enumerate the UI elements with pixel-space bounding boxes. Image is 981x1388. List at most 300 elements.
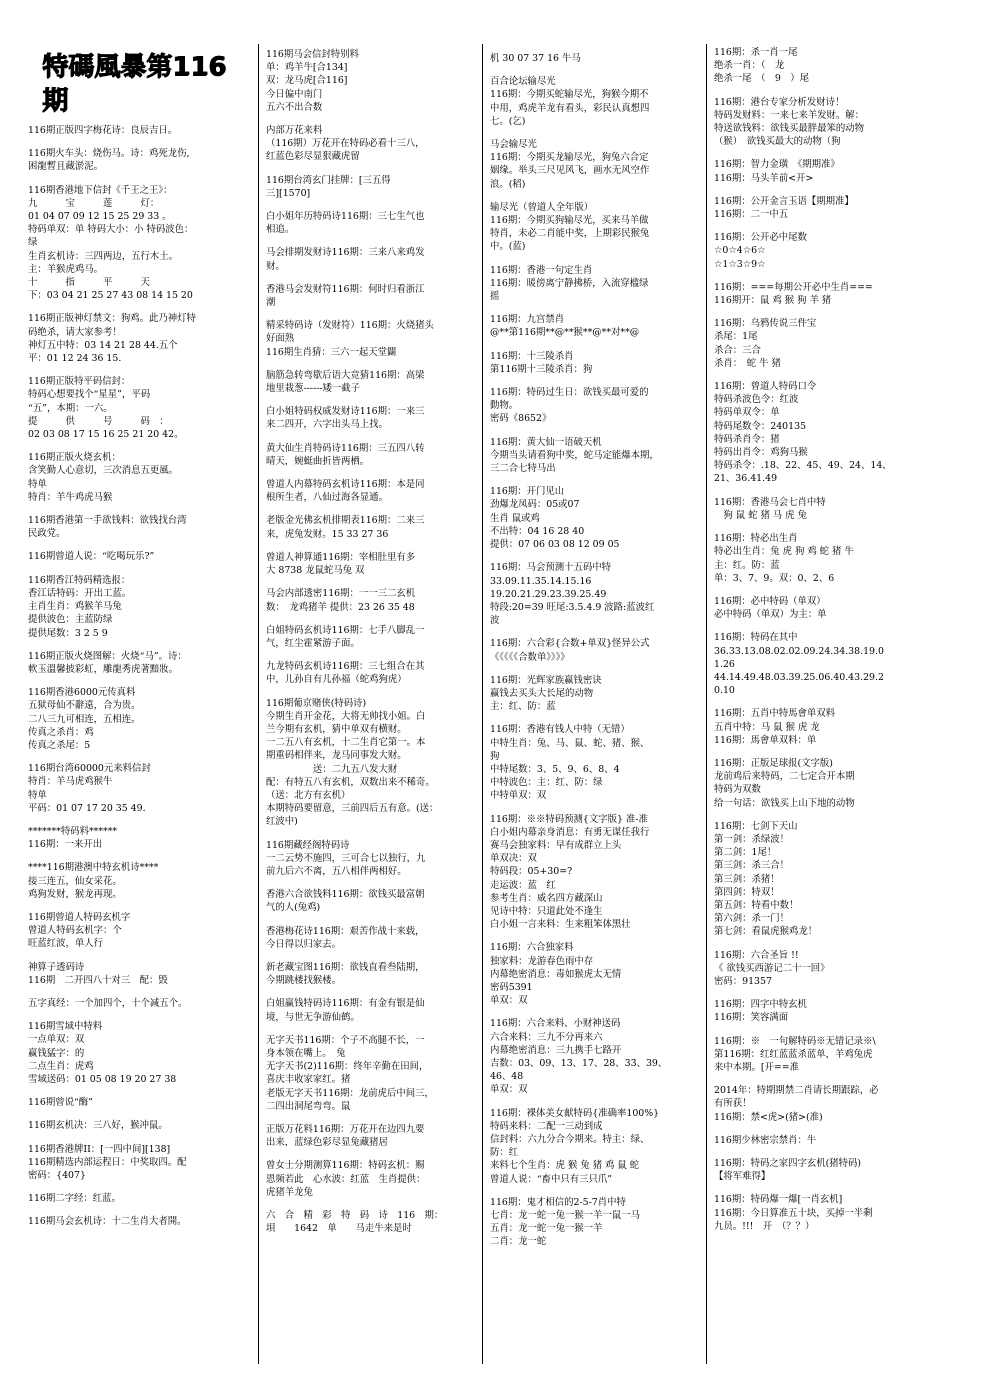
- text-line: 摇: [490, 291, 500, 303]
- text-line: 中。(蓝): [490, 241, 526, 253]
- text-block: [490, 485, 702, 551]
- text-line: 曾道人神算通116期：宰相肚里有多: [266, 551, 416, 563]
- text-line: 116期：乌鸦传说三件宝: [714, 318, 817, 330]
- text-line: 参考生肖：威名四方藏深山: [490, 892, 603, 904]
- text-line: 神灯五中特：03 14 21 28 44.五个: [28, 339, 178, 351]
- text-line: 特肖，未必二肖能中奖，上期彩民猴兔: [490, 228, 650, 240]
- text-line: 今日得以归家去。: [266, 938, 342, 950]
- text-block: [266, 246, 474, 272]
- text-line: 垻 1642 单 马走牛来是时: [266, 1223, 412, 1235]
- text-block: [266, 925, 474, 951]
- text-line: 出来，蓝绿色彩尽显兔藏猪居: [266, 1137, 388, 1149]
- text-line: 单双：双: [490, 1084, 528, 1096]
- text-line: 二肖：龙一蛇: [490, 1236, 547, 1248]
- text-block: [28, 1020, 250, 1086]
- text-line: 特肖：羊马虎鸡猴牛: [28, 776, 113, 788]
- text-line: 116期曾说“酶”: [28, 1097, 93, 1109]
- text-line: 虎猪羊龙兔: [266, 1186, 313, 1198]
- text-line: 六 合 精 彩 特 码 诗 116 期：: [266, 1210, 444, 1222]
- text-line: 第二剑：1尾！: [714, 847, 777, 859]
- text-line: 单双：双: [490, 995, 528, 1007]
- text-line: 116期开：鼠 鸡 猴 狗 羊 猪: [714, 295, 832, 307]
- text-line: 今期跳楼找猴楼。: [266, 975, 342, 987]
- text-block: [266, 888, 474, 914]
- text-line: 中特单双：双: [490, 790, 547, 802]
- text-line: 一二云势不施四，三可合七以独行，九: [266, 852, 426, 864]
- text-line: 七。(乞): [490, 115, 526, 127]
- text-line: 116期：马会预测十五码中特: [490, 562, 612, 574]
- text-line: 116期：七剑下天山: [714, 820, 798, 832]
- text-line: 116期曾道人说：“吃喝玩乐?”: [28, 551, 155, 563]
- text-block: [28, 184, 250, 303]
- text-line: 116期：特码爆一爆[一肖玄机]: [714, 1194, 843, 1206]
- text-block: [266, 514, 474, 540]
- text-line: 财。: [266, 260, 285, 272]
- text-block: [28, 514, 250, 540]
- text-line: 九龙特码玄机诗116期：三七组合在其: [266, 661, 425, 673]
- text-line: 116期：十三陵杀肖: [490, 350, 574, 362]
- text-line: 1.26: [714, 658, 735, 670]
- text-line: 116期少林密宗禁肖：牛: [714, 1134, 817, 1146]
- text-block: [266, 174, 474, 200]
- text-block: [714, 46, 946, 86]
- text-line: 恩频若此 心水波：红蓝 生肖提供：: [266, 1173, 426, 1185]
- text-line: 绝杀一尾 （ 9 ）尾: [714, 73, 810, 85]
- text-line: 七肖：龙一蛇一兔一猴一羊一鼠一马: [490, 1210, 641, 1222]
- column-4: [714, 46, 946, 1243]
- text-line: 九员。!!! 开 （？？）: [714, 1220, 815, 1232]
- text-line: 白小姐年历特码诗116期：三七生气也: [266, 211, 425, 223]
- text-block: [714, 1035, 946, 1075]
- text-line: 116期香港6000元传真料: [28, 687, 136, 699]
- text-block: [490, 1107, 702, 1186]
- text-line: 来二四开，六字出头马上找。: [266, 419, 388, 431]
- text-block: [714, 998, 946, 1024]
- text-line: 19.20.21.29.23.39.25.49: [490, 588, 607, 600]
- text-line: 特码来料：二配一三动到成: [490, 1120, 603, 1132]
- text-line: 特送欲钱料：欲钱买最胖最笨的动物: [714, 123, 865, 135]
- text-line: 含笑勤人心意切，三次消息五更風。: [28, 465, 179, 477]
- text-line: 马会内部透密116期：一一三二玄机: [266, 588, 416, 600]
- text-line: 116期：一来开出: [28, 839, 103, 851]
- text-block: [490, 75, 702, 128]
- text-block: [490, 674, 702, 714]
- text-line: 无字天书116期：个子不高腿不长，一: [266, 1034, 425, 1046]
- text-line: 0.10: [714, 685, 735, 697]
- text-line: 2014年：特期期禁二肖请长期跟踪，必: [714, 1085, 879, 1097]
- text-line: “五”，本期：一六。: [28, 402, 113, 414]
- text-line: 密码：91357: [714, 975, 772, 987]
- text-line: 赢钱去买头大长尾的动物: [490, 687, 594, 699]
- text-block: [490, 350, 702, 376]
- text-line: 特码杀波色令：红波: [714, 394, 799, 406]
- text-line: 特必出生肖：兔 虎 狗 鸡 蛇 猪 牛: [714, 546, 854, 558]
- text-line: 根所生者，八仙过海各显通。: [266, 492, 388, 504]
- text-line: 《 欲钱买西游记二十一回》: [714, 962, 830, 974]
- text-line: 五肖：龙一蛇一兔一猴一羊: [490, 1223, 603, 1235]
- text-line: 116期精选内部运程日：中奖取四。配: [28, 1156, 187, 1168]
- text-line: 白小姐内幕亲身消息：有勇无谋任我行: [490, 826, 650, 838]
- text-line: 密码5391: [490, 981, 533, 993]
- text-line: 116期：香港一句定生肖: [490, 264, 593, 276]
- text-line: （猴） 欲钱买最大的动物（狗: [714, 136, 841, 148]
- text-block: [266, 697, 474, 829]
- text-block: [490, 138, 702, 191]
- text-line: 116期台湾60000元来料信封: [28, 763, 151, 775]
- text-block: [266, 1123, 474, 1149]
- text-line: 内部万花来料: [266, 125, 323, 137]
- text-line: 33.09.11.35.14.15.16: [490, 575, 592, 587]
- text-line: 第六剑：杀一门！: [714, 913, 790, 925]
- text-block: [266, 624, 474, 650]
- text-line: 兰今期有玄机，猜中单双有横财。: [266, 723, 407, 735]
- text-line: 下：03 04 21 25 27 43 08 14 15 20: [28, 290, 193, 302]
- text-line: 116期马会玄机诗：十二生肖大者開。: [28, 1216, 187, 1228]
- text-line: 曾道人特码玄机字：个: [28, 925, 122, 937]
- text-line: 单双决：双: [490, 853, 537, 865]
- text-line: 116期正版火烧玄机：: [28, 452, 121, 464]
- text-line: 動物。: [490, 400, 519, 412]
- text-line: 21、36.41.49: [714, 473, 778, 485]
- text-line: 传真之杀尾：5: [28, 739, 91, 751]
- text-line: 特码单双：单 特码大小：小 特码波色：: [28, 224, 194, 236]
- text-line: 《《《《《合数单》》》》: [490, 651, 570, 663]
- text-line: 双：龙马虎[合116]: [266, 75, 348, 87]
- text-line: 大 8738 龙鼠蛇马兔 双: [266, 565, 365, 577]
- text-block: [714, 380, 946, 486]
- text-line: （送：北方有玄机）: [266, 789, 351, 801]
- text-block: [490, 313, 702, 339]
- text-block: [28, 1096, 250, 1109]
- text-block: [490, 561, 702, 627]
- text-line: 116期台湾玄门挂牌：[三五得: [266, 174, 391, 186]
- text-line: 116期：六合独家料: [490, 942, 574, 954]
- text-block: [490, 1196, 702, 1249]
- column-divider: [706, 44, 707, 1364]
- text-block: [714, 631, 946, 697]
- text-block: [266, 124, 474, 164]
- text-line: 提供波色：主蓝防绿: [28, 614, 113, 626]
- text-line: 提 供 号 码 ：: [28, 415, 169, 427]
- text-line: 116期：港台专家分析发财诗！: [714, 96, 845, 108]
- text-line: 中特生肖：兔、马、鼠、蛇、猪、猴、: [490, 737, 650, 749]
- text-line: 神算子透码诗: [28, 961, 85, 973]
- text-line: 五狱母仙不辭遠，合为贵。: [28, 700, 141, 712]
- text-line: 境，与世无争游仙鹤。: [266, 1011, 360, 1023]
- text-block: [28, 825, 250, 851]
- text-line: 本期特码要留意，三前四后五有意。(送：: [266, 803, 439, 815]
- text-block: [490, 813, 702, 932]
- text-line: 第一剑：杀绿波！: [714, 833, 790, 845]
- text-line: 六合来料：三九不分再来六: [490, 1031, 603, 1043]
- text-line: 116期香港牌II：[一四中间][138]: [28, 1143, 171, 1155]
- text-line: 116期雪域中特料: [28, 1021, 103, 1033]
- text-block: [266, 442, 474, 468]
- text-line: 白小姐一言来料：生来粗笨体黑壮: [490, 919, 631, 931]
- text-line: ☆0☆4☆6☆: [714, 245, 766, 257]
- text-line: 曾女士分期测算116期：特码玄机：赐: [266, 1160, 425, 1172]
- text-line: 曾道人说：“畜中只有三只爪”: [490, 1173, 613, 1185]
- text-line: 给一句话：欲钱买上山下地的动物: [714, 797, 855, 809]
- text-line: 主：红。防：蓝: [714, 559, 780, 571]
- text-block: [714, 317, 946, 370]
- text-line: 116期：正版足球报(文字版): [714, 757, 833, 769]
- text-block: [28, 574, 250, 640]
- text-line: 新老藏宝图116期：欲钱直看叁陆期，: [266, 961, 425, 973]
- text-block: [714, 158, 946, 184]
- text-line: 五肖中特：马 鼠 猴 虎 龙: [714, 721, 820, 733]
- text-line: 鸡狗发财，猴龙再现。: [28, 888, 122, 900]
- text-line: 生肖 鼠或鸡: [490, 512, 540, 524]
- text-line: 116期：香港有钱人中特（无错）: [490, 724, 630, 736]
- text-line: 民政党。: [28, 528, 66, 540]
- text-line: 116期：※ 一句解特码※无错记录※\: [714, 1035, 876, 1047]
- text-line: 内幕绝密消息：三九携手七路开: [490, 1044, 622, 1056]
- text-line: 116期马会信封特别料: [266, 49, 359, 60]
- text-line: 116期：===每期公开必中生肖===: [714, 281, 873, 293]
- text-line: 见诗中特：只道此处不逢生: [490, 905, 603, 917]
- text-block: [714, 532, 946, 585]
- text-line: 脑筋急转弯歇后语大竞猜116期：高梁: [266, 369, 425, 381]
- text-block: [266, 405, 474, 431]
- text-line: 狗: [490, 750, 500, 762]
- text-line: ☆1☆3☆9☆: [714, 258, 766, 270]
- text-line: 第四剑：特双！: [714, 886, 780, 898]
- text-line: 主：羊猴虎鸡马。: [28, 263, 104, 275]
- text-line: 红蓝色彩尽显狠藏虎留: [266, 151, 360, 163]
- text-line: 主肖生肖：鸡猴羊马兔: [28, 601, 122, 613]
- text-line: 密码《8652》: [490, 413, 552, 425]
- text-line: 三二合七特马出: [490, 463, 556, 475]
- text-line: 116期：曾道人特码口令: [714, 381, 817, 393]
- text-block: [28, 147, 250, 173]
- text-line: 送：二九五八发大财: [266, 763, 398, 775]
- text-line: 116期：特必出生肖: [714, 533, 798, 545]
- text-line: 116期：五肖中特馬會单双料: [714, 708, 836, 720]
- text-block: [28, 997, 250, 1010]
- text-line: 防：红: [490, 1147, 519, 1159]
- text-line: 五字真经：一个加四个，十个减五个。: [28, 997, 188, 1009]
- text-block: [714, 949, 946, 989]
- text-block: [266, 1034, 474, 1113]
- text-block: [266, 1159, 474, 1199]
- text-line: 单：3、7、9。双：0、2、6: [714, 572, 835, 584]
- text-line: 特码单双令：单: [714, 407, 780, 419]
- text-block: [714, 757, 946, 810]
- text-block: [266, 1209, 474, 1235]
- text-line: 来中本期。[开==准: [714, 1062, 799, 1073]
- text-line: 116期：四字中特玄机: [714, 999, 807, 1011]
- text-line: 雪域送码：01 05 08 19 20 27 38: [28, 1073, 177, 1085]
- text-line: 116期正版火烧图解：火烧“马”。诗：: [28, 650, 187, 662]
- text-line: 116期生肖猜：三六一起天堂闢: [266, 346, 397, 358]
- text-line: 码绝杀，请大家参考！: [28, 326, 122, 338]
- text-line: 龙前鸡后来特码，二七定合开本期: [714, 771, 855, 783]
- text-line: 香港梅花诗116期：艰苦作战十来载，: [266, 925, 425, 937]
- text-block: [714, 1157, 946, 1183]
- text-line: 期重码相伴来，龙马同事发大财。: [266, 750, 407, 762]
- text-line: 116期香港地下信封《千王之王》：: [28, 184, 173, 196]
- text-block: [266, 283, 474, 309]
- text-line: 困龍暫且藏淤泥。: [28, 161, 104, 173]
- text-line: 地里栽葱------矮一截子: [266, 383, 361, 395]
- text-line: 特码段：05+30=?: [490, 866, 573, 878]
- text-block: [266, 478, 474, 504]
- text-line: 中特波色：主：红、防：绿: [490, 777, 603, 789]
- text-line: 第116期十三陵杀肖：狗: [490, 363, 593, 375]
- text-line: 【将军难得】: [714, 1171, 771, 1183]
- column-3: [490, 52, 702, 1259]
- text-line: 特肖：羊牛鸡虎马猴: [28, 491, 113, 503]
- text-line: 正版万花料116期：万花开在边四九要: [266, 1124, 425, 1135]
- text-line: 有所获！: [714, 1098, 752, 1110]
- text-line: 平码：01 07 17 20 35 49.: [28, 802, 146, 814]
- text-line: 特码发财料：一来七来羊发财。解：: [714, 109, 865, 121]
- text-line: 密码：{407}: [28, 1170, 86, 1181]
- text-line: 116期：笑容满面: [714, 1012, 789, 1024]
- text-line: 中特尾数：3、5、9、6、8、4: [490, 763, 620, 775]
- text-line: 马会排期发财诗116期：三来八来鸡发: [266, 247, 425, 259]
- text-block: [490, 941, 702, 1007]
- text-block: [28, 1192, 250, 1205]
- text-line: *******特码料******: [28, 825, 118, 837]
- text-line: 第116期：红红蓝蓝杀蓝单，羊鸡兔虎: [714, 1048, 873, 1060]
- text-line: 老版金光佛玄机排期表116期：二来三: [266, 515, 425, 527]
- text-line: 116期：马头羊前<开>: [714, 172, 814, 184]
- text-line: 二四出洞尾弯弯。鼠: [266, 1100, 351, 1112]
- text-line: 116期：今期买狗输尽光，买来马羊做: [490, 215, 649, 227]
- text-block: [266, 997, 474, 1023]
- text-line: 无字天书(2)116期：终年辛勤在田间，: [266, 1061, 429, 1073]
- text-line: 116期正版神灯禁文：狗鸡。此乃神灯特: [28, 313, 196, 325]
- text-line: 马会输尽光: [490, 139, 537, 151]
- text-line: 香江话特码：开出工蓝。: [28, 587, 132, 599]
- text-block: [28, 1119, 250, 1132]
- text-block: [490, 723, 702, 802]
- text-line: 116期：※※特码预测{文字版} 准-准: [490, 813, 648, 825]
- text-line: 走运波：蓝 红: [490, 879, 556, 891]
- text-block: [266, 210, 474, 236]
- text-line: 特码为双数: [714, 784, 761, 796]
- text-line: 白小姐特码权威发财诗116期：一来三: [266, 406, 425, 418]
- text-line: 116期：今期买龙输尽光，狗兔六合定: [490, 152, 649, 164]
- text-line: 116期：光辉家族赢钱密诀: [490, 674, 602, 686]
- text-block: [28, 861, 250, 901]
- text-line: 白姐特码玄机诗116期：七手八脚乱一: [266, 624, 425, 636]
- text-line: 身本领在嘴上。 兔: [266, 1047, 346, 1059]
- text-line: 精采特码诗（发财符）116期：火烧猪头: [266, 320, 434, 332]
- text-line: 信封料：六九分合今期来。特主：绿、: [490, 1134, 650, 1146]
- text-line: 116期：二一中五: [714, 209, 789, 221]
- text-line: 波: [490, 615, 500, 627]
- text-line: 气，红尘霍紧游子面。: [266, 637, 360, 649]
- text-line: 116期：特码在其中: [714, 632, 798, 644]
- text-line: 杀肖： 蛇 牛 猪: [714, 357, 781, 369]
- text-line: 116期：今期买蛇输尽光，狗猴今期不: [490, 89, 649, 101]
- text-line: 劲爆龙凤码：05或07: [490, 499, 580, 511]
- text-line: 116期：六合彩{合数+单双}怪异公式: [490, 638, 650, 650]
- text-line: 赛马会独家料：早有成群立上头: [490, 839, 622, 851]
- text-line: 一点单双：双: [28, 1034, 85, 1046]
- text-block: [490, 1017, 702, 1096]
- text-line: 116期：暖傍离宁静拂桥，入流穿槛绿: [490, 277, 649, 289]
- text-line: 02 03 08 17 15 16 25 21 20 42。: [28, 429, 184, 441]
- text-line: 香港马会发财符116期：何时归看浙江: [266, 283, 425, 295]
- text-line: 接三连五，仙女采花。: [28, 875, 122, 887]
- text-line: 116期藏经阁特码诗: [266, 839, 350, 851]
- text-line: 116期：公开金言玉语【期期准】: [714, 195, 854, 207]
- text-block: [490, 386, 702, 426]
- text-line: 116期香港第一手欲钱料：欲钱找台湾: [28, 515, 187, 527]
- text-line: 特段:20=39 旺尾:3.5.4.9 波路:蓝波红: [490, 601, 655, 613]
- text-line: 36.33.13.08.02.02.09.24.34.38.19.0: [714, 645, 884, 657]
- text-line: 姻缘。举头三尺见风飞，画水无风空作: [490, 165, 650, 177]
- text-line: 红波中): [266, 816, 298, 828]
- text-block: [714, 496, 946, 522]
- text-line: 配：有特五八有玄机，双数出来不稀奇。: [266, 776, 435, 788]
- text-block: [490, 637, 702, 663]
- text-line: 数： 龙鸡猪羊 提供：23 26 35 48: [266, 601, 415, 613]
- text-line: 116期：今日算准五十块，买掉一半剩: [714, 1207, 873, 1219]
- text-line: 内幕绝密消息：毒如猴虎太无情: [490, 968, 622, 980]
- text-line: 116期：鬼才相信的2-5-7肖中特: [490, 1196, 626, 1208]
- text-line: 01 04 07 09 12 15 25 29 33 。: [28, 211, 172, 223]
- text-block: [714, 820, 946, 939]
- text-line: 九 宝 莲 灯：: [28, 197, 160, 209]
- text-line: 老版无字天书116期：龙前虎后中间三，: [266, 1087, 434, 1099]
- column-2: [266, 48, 474, 1245]
- text-line: 116期二字经：红蓝。: [28, 1193, 121, 1205]
- text-block: [714, 1134, 946, 1147]
- text-block: [28, 375, 250, 441]
- text-line: 主：红、防：蓝: [490, 701, 556, 713]
- text-line: 軟玉溫馨披彩虹，雕龍秀虎著黯妝。: [28, 663, 179, 675]
- text-line: 晴天，婉蜓曲折皆两栖。: [266, 455, 370, 467]
- text-line: 116期葡京赌侠(特码诗): [266, 697, 367, 709]
- text-block: [28, 762, 250, 815]
- text-line: 相追。: [266, 224, 295, 236]
- text-line: 白姐赢钱特码诗116期：有金有银是仙: [266, 998, 425, 1010]
- text-line: 116期：禁<虎>(猪>(准): [714, 1111, 823, 1123]
- column-divider: [482, 44, 483, 1364]
- column-1: [28, 124, 250, 1239]
- text-line: 前九后六不离，五八相伴两相好。: [266, 865, 407, 877]
- text-block: [714, 1084, 946, 1124]
- text-line: 116期正版四字梅花诗：良辰吉日。: [28, 125, 178, 136]
- text-line: 116期：香港马会七肖中特: [714, 496, 826, 508]
- text-line: 特码杀肖令：猪: [714, 433, 780, 445]
- text-line: 特码尾数令：240135: [714, 420, 807, 432]
- text-block: [28, 650, 250, 676]
- text-line: 今期当头请看狗中奖，蛇马定能爆本期，: [490, 449, 659, 461]
- text-block: [490, 264, 702, 304]
- text-block: [714, 595, 946, 621]
- text-block: [714, 281, 946, 307]
- text-line: 杀尾：1尾: [714, 331, 758, 343]
- text-line: 116期玄机决：三八好，猴冲鼠。: [28, 1120, 168, 1132]
- text-block: [28, 312, 250, 365]
- text-line: 116期：黄大仙一语破天机: [490, 436, 602, 448]
- text-line: 来，虎兔发财。15 33 27 36: [266, 528, 389, 540]
- text-line: 来料七个生肖：虎 猴 兔 猪 鸡 鼠 蛇: [490, 1160, 640, 1172]
- text-line: 机 30 07 37 16 牛马: [490, 53, 581, 64]
- text-line: 116期：六合来料、小财神送码: [490, 1018, 621, 1030]
- text-line: 116期曾道人特码玄机字: [28, 911, 131, 923]
- text-line: 独家料：龙游春色雨中存: [490, 955, 594, 967]
- text-block: [714, 1193, 946, 1233]
- text-line: 提供：07 06 03 08 12 09 05: [490, 539, 620, 551]
- text-line: 平：01 12 24 36 15.: [28, 353, 122, 365]
